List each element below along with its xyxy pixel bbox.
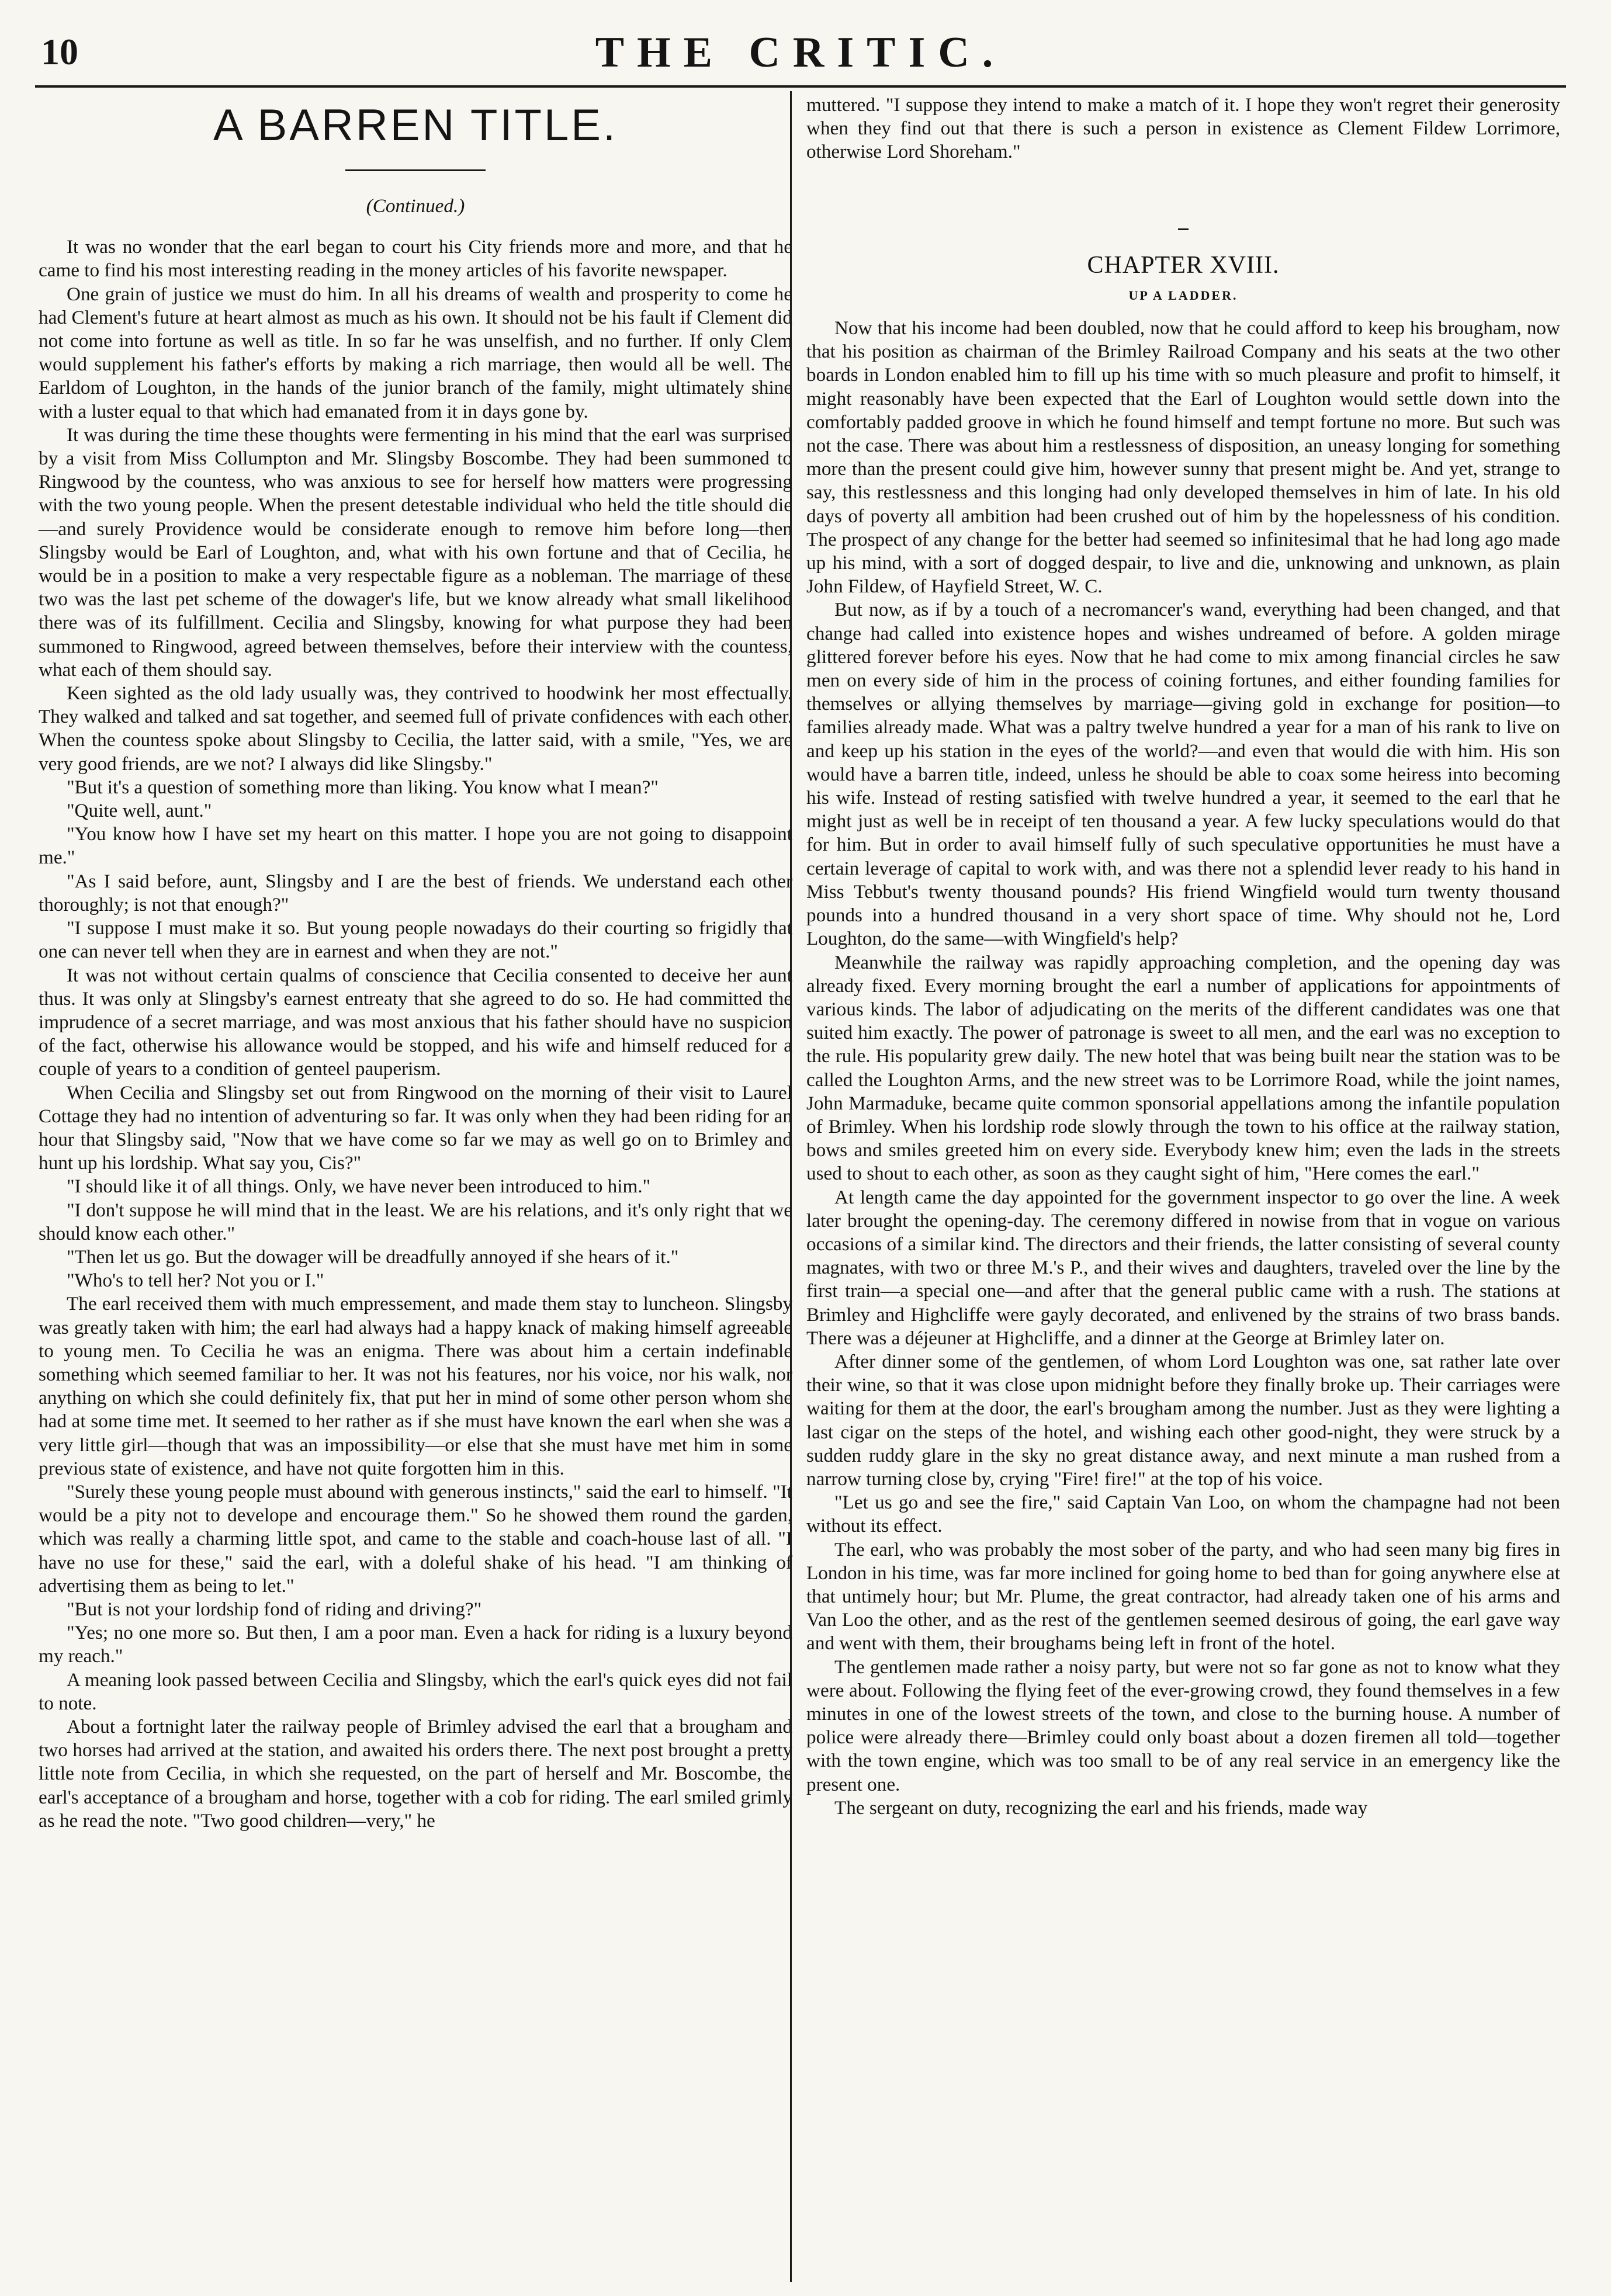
continued-label: (Continued.) [366, 195, 465, 217]
left-paragraphs [39, 235, 792, 1833]
paragraph: The earl, who was probably the most sober of the party, and who had seen many big fires in London in his time, was far more inclined for going home to bed than for going anywhere else at that untimely hour; but Mr. Plume, the great contractor, had already taken one of his arms and Van Loo the other, and as the rest of the gentlemen seemed desirous of going, the earl gave way and went with them, their broughams being left in front of the hotel. [806, 1538, 1560, 1655]
left-column [39, 93, 792, 1833]
page-header [35, 23, 1566, 82]
article-title: A BARREN TITLE. [213, 100, 618, 150]
chapter-subtitle: UP A LADDER. [1128, 287, 1238, 303]
title-rule [345, 169, 486, 171]
paragraph: "As I said before, aunt, Slingsby and I are the best of friends. We understand each other thoroughly; is not that enough?" [39, 870, 792, 915]
chapter-heading: CHAPTER XVIII. [1087, 251, 1280, 279]
paragraph: "Surely these young people must abound with generous instincts," said the earl to himself. "It would be a pity not to develope and encourage them." So he showed them round the garden, which was really a charming little spot, and came to the stable and coach-house last of all. "I have no use for these," said the earl, with a doleful shake of his head. "I am thinking of advertising them as being to let." [39, 1480, 792, 1597]
paragraph: The earl received them with much empressement, and made them stay to luncheon. Slingsby was greatly taken with him; the earl had always had a happy knack of making himself agreeable to young men. To Cecilia he was an enigma. There was about him a certain indefinable something which seemed familiar to her. It was not his features, nor his voice, nor his walk, nor anything on which she could definitely fix, that put her in mind of some other person whom she had at some time met. It seemed to her rather as if she must have known the earl when she was a very little girl—though that was an impossibility—or else that she must have met him in some previous state of existence, and have not quite forgotten him in this. [39, 1293, 792, 1479]
paragraph: It was no wonder that the earl began to court his City friends more and more, and that he came to find his most interesting reading in the money articles of his favorite newspaper. [39, 236, 792, 282]
paragraph: Keen sighted as the old lady usually was, they contrived to hoodwink her most effectually. They walked and talked and sat together, and seemed full of private confidences with each other. When the countess spoke about Slingsby to Cecilia, the latter said, with a smile, "Yes, we are very good friends, are we not? I always did like Slingsby." [39, 682, 792, 775]
continuation-paragraph: muttered. "I suppose they intend to make a match of it. I hope they won't regret their generosity when they find out that there is such a person in existence as Clement Fildew Lorrimore, otherwise Lord Shoreham." [806, 94, 1560, 163]
page-number: 10 [41, 31, 78, 72]
paragraph: One grain of justice we must do him. In all his dreams of wealth and prosperity to come he had Clement's future at heart almost as much as his own. It should not be his fault if Clement did not come into fortune as well as title. In so far he was unselfish, and no further. If only Clem would supplement his father's efforts by making a rich marriage, then would all be well. The Earldom of Loughton, in the hands of the junior branch of the family, might ultimately shine with a luster equal to that which had emanated from it in days gone by. [39, 283, 792, 422]
column-divider [790, 91, 792, 2282]
paragraph: Meanwhile the railway was rapidly approaching completion, and the opening day was already fixed. Every morning brought the earl a number of applications for appointments of various kinds. The labor of adjudicating on the merits of the different candidates was one that suited him exactly. The power of patronage is sweet to all men, and the earl was no exception to the rule. His popularity grew daily. The new hotel that was being built near the station was to be called the Loughton Arms, and the new street was to be Lorrimore Road, while the joint names, John Marmaduke, became quite common sponsorial appellations among the infantile population of Brimley. When his lordship rode slowly through the town to his office at the railway station, bows and smiles greeted him on every side. Everybody knew him; even the lads in the streets used to shout to each other, as soon as they caught sight of him, "Here comes the earl." [806, 951, 1560, 1185]
paragraph: "Let us go and see the fire," said Captain Van Loo, on whom the champagne had not been without its effect. [806, 1492, 1560, 1537]
paragraph: "Then let us go. But the dowager will be dreadfully annoyed if she hears of it." [67, 1246, 679, 1268]
header-rule [35, 85, 1566, 88]
paragraph: It was during the time these thoughts were fermenting in his mind that the earl was surprised by a visit from Miss Collumpton and Mr. Slingsby Boscombe. They had been summoned to Ringwood by the countess, who was anxious to see for herself how matters were progressing with the two young people. When the present detestable individual who held the title should die—and surely Providence would be considerate enough to remove him before long—then Slingsby would be Earl of Loughton, and, what with his own fortune and that of Cecilia, he would be in a position to make a very respectable figure as a nobleman. The marriage of these two was the last pet scheme of the dowager's life, but we know already what small likelihood there was of its fulfillment. Cecilia and Slingsby, knowing for what purpose they had been summoned to Ringwood, agreed between themselves, before their interview with the countess, what each of them should say. [39, 424, 792, 681]
masthead: THE CRITIC. [595, 29, 1006, 77]
chapter-mark [1178, 228, 1189, 230]
paragraph: The gentlemen made rather a noisy party, but were not so far gone as not to know what they were about. Following the flying feet of the ever-growing crowd, they found themselves in a few minutes in one of the lowest streets of the town, and close to the burning house. A number of police were already there—Brimley could only boast about a dozen firemen all told—together with the town engine, which was too small to be of any real service in an emergency like the present one. [806, 1656, 1560, 1795]
paragraph: At length came the day appointed for the government inspector to go over the line. A week later brought the opening-day. The ceremony differed in nowise from that in vogue on various occasions of a similar kind. The directors and their friends, the latter consisting of several county magnates, with two or three M.'s P., and their wives and daughters, traveled over the line by the first train—a special one—and after that the general public came with a rush. The stations at Brimley and Highcliffe were gayly decorated, and enlivened by the strains of two brass bands. There was a déjeuner at Highcliffe, and a dinner at the George at Brimley later on. [806, 1186, 1560, 1349]
paragraph: When Cecilia and Slingsby set out from Ringwood on the morning of their visit to Laurel Cottage they had no intention of adventuring so far. It was only when they had been riding for an hour that Slingsby said, "Now that we have come so far we may as well go on to Brimley and hunt up his lordship. What say you, Cis?" [39, 1081, 792, 1174]
right-paragraphs [806, 317, 1560, 1820]
paragraph: About a fortnight later the railway people of Brimley advised the earl that a brougham and two horses had arrived at the station, and awaited his orders there. The next post brought a pretty little note from Cecilia, in which she requested, on the part of herself and Mr. Boscombe, the earl's acceptance of a brougham and horse, together with a cob for riding. The earl smiled grimly as he read the note. "Two good children—very," he [39, 1716, 792, 1832]
paragraph: "I suppose I must make it so. But young people nowadays do their courting so frigidly that one can never tell when they are in earnest and when they are not." [39, 917, 792, 963]
paragraph: The sergeant on duty, recognizing the earl and his friends, made way [834, 1796, 1368, 1819]
paragraph: Now that his income had been doubled, now that he could afford to keep his brougham, now that his position as chairman of the Brimley Railroad Company and his seats at the two other boards in London enabled him to fill up his time with so much pleasure and profit to himself, it might reasonably have been expected that the Earl of Loughton would settle down into the comfortably padded groove in which he found himself and tempt fortune no more. But such was not the case. There was about him a restlessness of disposition, an uneasy longing for something more than the present could give him, however sunny that present might be. And yet, strange to say, this restlessness and this longing had only developed themselves in him of late. In his old days of poverty all ambition had been crushed out of him by the hopelessness of his condition. The prospect of any change for the better had seemed so infinitesimal that he had long ago made up his mind, with a sort of dogged despair, to live and die, unknowing and unknown, as plain John Fildew, of Hayfield Street, W. C. [806, 317, 1560, 598]
right-column [806, 93, 1560, 1820]
paragraph: "Who's to tell her? Not you or I." [67, 1270, 324, 1292]
paragraph: "You know how I have set my heart on this matter. I hope you are not going to disappoint me." [39, 823, 792, 869]
paragraph: After dinner some of the gentlemen, of whom Lord Loughton was one, sat rather late over their wine, so that it was close upon midnight before they finally broke up. Their carriages were waiting for them at the door, the earl's brougham among the number. Just as they were lighting a last cigar on the steps of the hotel, and wishing each other good-night, they were struck by a sudden ruddy glare in the sky no great distance away, and next minute a man rushed from a narrow turning close by, crying "Fire! fire!" at the top of his voice. [806, 1350, 1560, 1490]
paragraph: A meaning look passed between Cecilia and Slingsby, which the earl's quick eyes did not fail to note. [39, 1669, 792, 1714]
paragraph: "But it's a question of something more than liking. You know what I mean?" [67, 776, 659, 798]
paragraph: "I should like it of all things. Only, we have never been introduced to him." [67, 1175, 651, 1198]
paragraph: But now, as if by a touch of a necromancer's wand, everything had been changed, and that change had called into existence hopes and wishes undreamed of before. A golden mirage glittered forever before his eyes. Now that he had come to mix among financial circles he saw men on every side of him in the process of coining fortunes, and either founding families for themselves or allying themselves by marriage—giving gold in exchange for position—to families already made. What was a paltry twelve hundred a year for a man of his rank to live on and keep up his station in the eyes of the world?—and even that would die with him. His son would have a barren title, indeed, unless he should be able to coax some heiress into becoming his wife. Instead of resting satisfied with twelve hundred a year, it seemed to the earl that he might just as well be in receipt of ten thousand a year. A few lucky speculations would do that for him. But in order to avail himself fully of such speculative opportunities he must have a certain leverage of capital to work with, and was there not a splendid lever ready to his hand in Miss Tebbut's twenty thousand pounds? His friend Wingfield would turn twenty thousand pounds into a hundred thousand in a very short space of time. Why should not he, Lord Loughton, do the same—with Wingfield's help? [806, 599, 1560, 950]
paragraph: "But is not your lordship fond of riding and driving?" [67, 1598, 482, 1620]
paragraph: It was not without certain qualms of conscience that Cecilia consented to deceive her aunt thus. It was only at Slingsby's earnest entreaty that she agreed to do so. He had committed the imprudence of a secret marriage, and was most anxious that his father should have no suspicion of the fact, otherwise his allowance would be stopped, and his wife and himself reduced for a couple of years to a condition of genteel pauperism. [39, 964, 792, 1080]
paragraph: "I don't suppose he will mind that in the least. We are his relations, and it's only right that we should know each other." [39, 1199, 792, 1244]
paragraph: "Yes; no one more so. But then, I am a poor man. Even a hack for riding is a luxury beyond my reach." [39, 1622, 792, 1667]
paragraph: "Quite well, aunt." [67, 800, 212, 822]
